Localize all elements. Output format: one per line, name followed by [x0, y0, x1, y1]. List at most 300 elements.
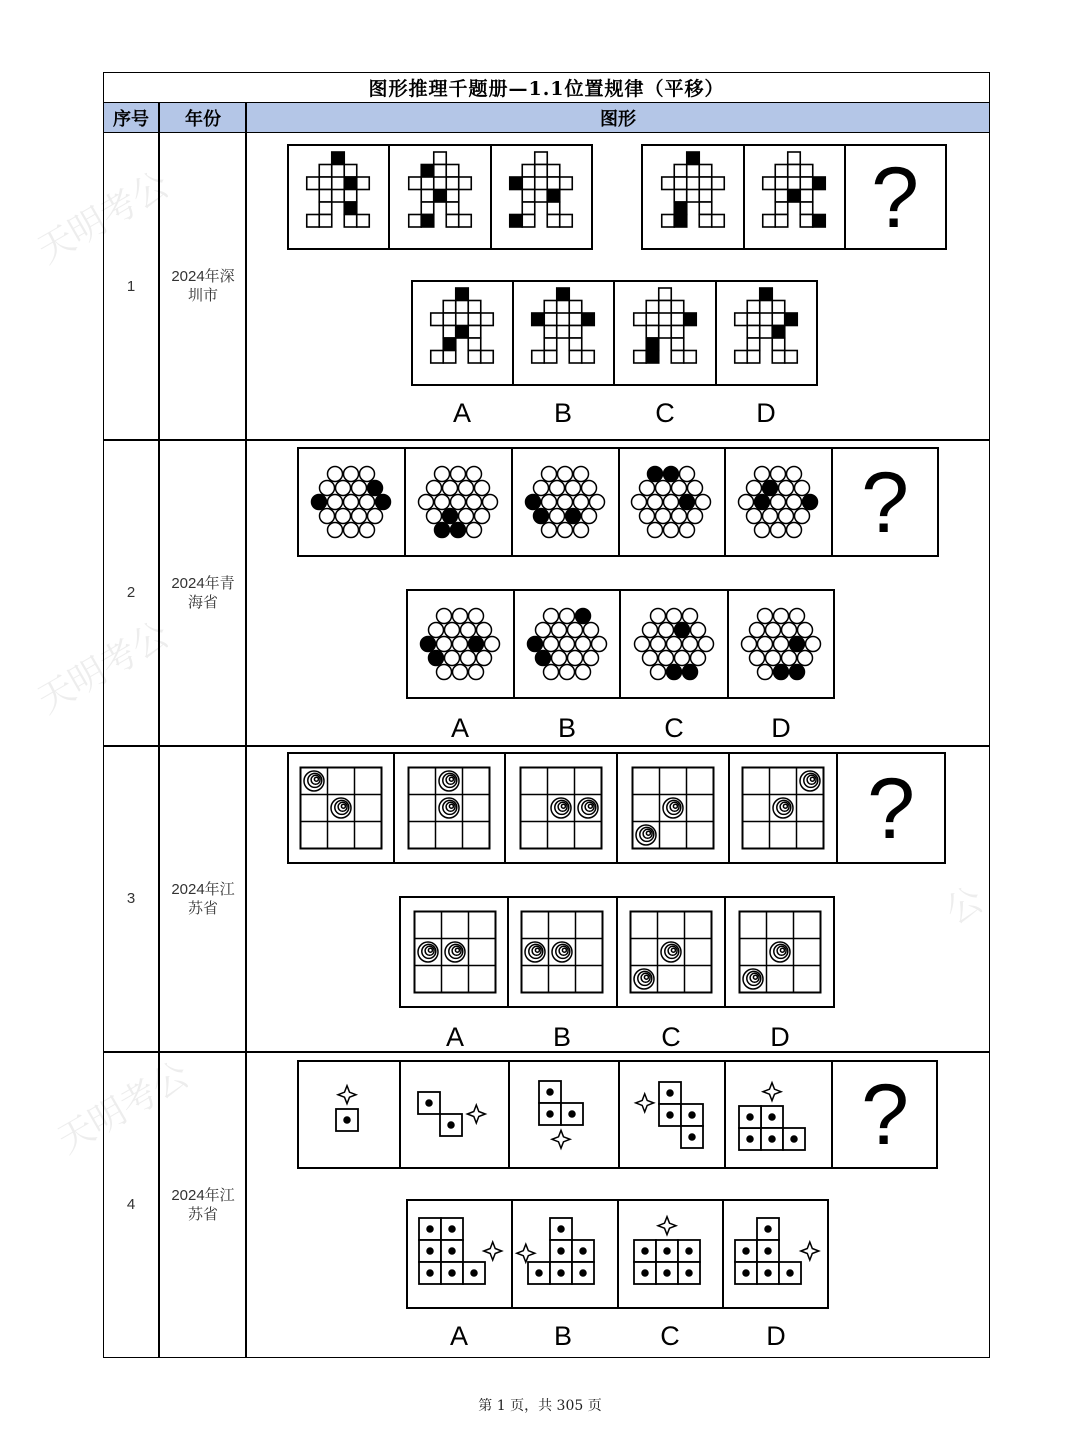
- grid-figure: [409, 768, 490, 849]
- header-figure: 图形: [600, 108, 636, 130]
- block-figure: [735, 1218, 819, 1284]
- cluster-circle: [475, 481, 490, 496]
- cluster-circle: [560, 609, 575, 624]
- cluster-circle: [691, 623, 706, 638]
- cluster-circle: [328, 523, 343, 538]
- cluster-circle: [467, 495, 482, 510]
- cluster-circle: [643, 623, 658, 638]
- figure-square: [687, 152, 700, 165]
- spiral-ring: [783, 804, 787, 808]
- cluster-circle: [795, 509, 810, 524]
- grid-figure: [301, 768, 382, 849]
- cluster-circle: [550, 481, 565, 496]
- cluster-circle: [461, 651, 476, 666]
- cluster-circle: [443, 481, 458, 496]
- star-icon: [552, 1130, 570, 1148]
- figure-square: [357, 215, 370, 228]
- cluster-circle: [739, 495, 754, 510]
- figure-square: [434, 152, 447, 165]
- cluster-circle: [779, 481, 794, 496]
- square-dot: [663, 1247, 670, 1254]
- cluster-circle: [485, 637, 500, 652]
- figure-square: [357, 177, 370, 190]
- figure-square: [481, 313, 494, 326]
- circle-cluster: [632, 467, 711, 538]
- figure-square: [760, 288, 773, 301]
- figure-square: [547, 190, 560, 203]
- cluster-circle: [755, 523, 770, 538]
- square-dot: [768, 1113, 775, 1120]
- cluster-circle: [566, 509, 581, 524]
- cluster-circle: [680, 467, 695, 482]
- figure-square: [684, 313, 697, 326]
- cluster-circle: [453, 665, 468, 680]
- cluster-circle: [755, 495, 770, 510]
- grid-figure: [521, 768, 602, 849]
- cluster-circle: [782, 623, 797, 638]
- figure-square: [468, 351, 481, 364]
- figure-square: [646, 326, 659, 339]
- star-icon: [517, 1244, 535, 1262]
- figure-square: [544, 313, 557, 326]
- cluster-circle: [747, 481, 762, 496]
- spiral-icon: [439, 798, 459, 818]
- question-mark: ?: [867, 761, 915, 857]
- cluster-circle: [758, 609, 773, 624]
- figure-square: [443, 326, 456, 339]
- spiral-icon: [552, 942, 572, 962]
- cluster-circle: [437, 609, 452, 624]
- spiral-ring: [673, 804, 677, 808]
- figure-square: [560, 177, 573, 190]
- figure-square: [557, 326, 570, 339]
- figure-square: [421, 202, 434, 215]
- cluster-circle: [552, 623, 567, 638]
- square-dot: [768, 1135, 775, 1142]
- figure-square: [760, 326, 773, 339]
- header-year: 年份: [185, 108, 221, 130]
- spiral-icon: [578, 798, 598, 818]
- figure-square: [785, 313, 798, 326]
- figure-square: [671, 338, 684, 351]
- square-dot: [535, 1269, 542, 1276]
- figure-square: [456, 326, 469, 339]
- question-mark: ?: [861, 455, 909, 551]
- circle-cluster: [526, 467, 605, 538]
- cluster-circle: [445, 623, 460, 638]
- cluster-circle: [747, 509, 762, 524]
- figure-square: [569, 326, 582, 339]
- figure-square: [659, 288, 672, 301]
- figure-square: [775, 215, 788, 228]
- figure-square: [747, 301, 760, 314]
- grid-figure: [631, 912, 712, 993]
- cluster-circle: [536, 623, 551, 638]
- cluster-circle: [429, 623, 444, 638]
- cluster-circle: [672, 509, 687, 524]
- cluster-circle: [651, 609, 666, 624]
- cluster-circle: [648, 523, 663, 538]
- cluster-circle: [750, 651, 765, 666]
- figure-square: [443, 351, 456, 364]
- spiral-icon: [743, 969, 763, 989]
- circle-cluster: [419, 467, 498, 538]
- figure-square: [772, 351, 785, 364]
- figure-square: [535, 190, 548, 203]
- star-icon: [484, 1242, 502, 1260]
- square-dot: [746, 1135, 753, 1142]
- cluster-circle: [568, 651, 583, 666]
- spiral-icon: [800, 771, 820, 791]
- figure-square: [307, 215, 320, 228]
- cluster-circle: [483, 495, 498, 510]
- cluster-circle: [534, 509, 549, 524]
- cluster-circle: [368, 509, 383, 524]
- option-label-c: C: [660, 1321, 680, 1351]
- cluster-circle: [552, 651, 567, 666]
- figure-square: [409, 215, 422, 228]
- figure-square: [481, 351, 494, 364]
- cluster-circle: [691, 651, 706, 666]
- figure-square: [582, 351, 595, 364]
- figure-square: [763, 215, 776, 228]
- figure-square: [319, 190, 332, 203]
- figure-square: [569, 301, 582, 314]
- square-dot: [764, 1225, 771, 1232]
- spiral-ring: [449, 804, 453, 808]
- cluster-circle: [632, 495, 647, 510]
- figure-square: [634, 313, 647, 326]
- square-dot: [426, 1247, 433, 1254]
- row-4-year: 2024年江苏省: [171, 1186, 235, 1223]
- cluster-circle: [582, 481, 597, 496]
- cluster-circle: [542, 495, 557, 510]
- figure-square: [319, 177, 332, 190]
- figure-square: [788, 165, 801, 178]
- grid-border: [743, 768, 824, 849]
- figure-square: [747, 338, 760, 351]
- cluster-circle: [680, 495, 695, 510]
- figure-square: [800, 165, 813, 178]
- cluster-circle: [574, 467, 589, 482]
- figure-square: [446, 190, 459, 203]
- cluster-circle: [672, 481, 687, 496]
- cluster-circle: [763, 509, 778, 524]
- header-num: 序号: [113, 108, 149, 130]
- cluster-circle: [651, 637, 666, 652]
- cluster-circle: [536, 651, 551, 666]
- cluster-circle: [758, 637, 773, 652]
- figure-square: [775, 190, 788, 203]
- figure-square: [522, 165, 535, 178]
- square-dot: [426, 1269, 433, 1276]
- square-dot: [764, 1269, 771, 1276]
- cluster-circle: [477, 623, 492, 638]
- spiral-icon: [770, 942, 790, 962]
- figure-square: [510, 215, 523, 228]
- spiral-ring: [588, 804, 592, 808]
- cluster-circle: [779, 509, 794, 524]
- figure-square: [344, 202, 357, 215]
- cluster-circle: [542, 467, 557, 482]
- circle-cluster: [739, 467, 818, 538]
- cluster-circle: [534, 481, 549, 496]
- cluster-circle: [328, 467, 343, 482]
- cluster-circle: [758, 665, 773, 680]
- figure-square: [788, 152, 801, 165]
- figure-square: [763, 177, 776, 190]
- figure-square: [319, 202, 332, 215]
- square-dot: [579, 1247, 586, 1254]
- figure-square: [712, 177, 725, 190]
- figure-square: [735, 313, 748, 326]
- block-figure: [517, 1218, 594, 1284]
- square-dot: [790, 1135, 797, 1142]
- figure-square: [687, 165, 700, 178]
- grid-border: [301, 768, 382, 849]
- figure-square: [569, 351, 582, 364]
- cluster-circle: [451, 495, 466, 510]
- square-dot: [579, 1269, 586, 1276]
- cluster-circle: [656, 509, 671, 524]
- figure-square: [510, 177, 523, 190]
- figure-square: [646, 351, 659, 364]
- cluster-circle: [576, 609, 591, 624]
- circle-cluster: [528, 609, 607, 680]
- cluster-circle: [360, 467, 375, 482]
- figure-square: [557, 288, 570, 301]
- figure-square: [788, 190, 801, 203]
- figure-square: [421, 190, 434, 203]
- figure-square: [319, 215, 332, 228]
- square-dot: [786, 1269, 793, 1276]
- cluster-circle: [635, 637, 650, 652]
- figure-square: [421, 177, 434, 190]
- figure-square: [332, 152, 345, 165]
- figure-square: [468, 326, 481, 339]
- spiral-icon: [418, 942, 438, 962]
- question-mark: ?: [861, 1067, 909, 1163]
- cluster-circle: [312, 495, 327, 510]
- figure-square: [409, 177, 422, 190]
- figure-square: [443, 338, 456, 351]
- spiral-icon: [445, 942, 465, 962]
- cluster-circle: [667, 637, 682, 652]
- cluster-circle: [459, 481, 474, 496]
- square-dot: [425, 1099, 432, 1106]
- square-dot: [746, 1113, 753, 1120]
- spiral-icon: [773, 798, 793, 818]
- cluster-circle: [659, 651, 674, 666]
- figure-square: [332, 190, 345, 203]
- cluster-circle: [680, 523, 695, 538]
- cluster-circle: [475, 509, 490, 524]
- figure-square: [459, 177, 472, 190]
- cluster-circle: [435, 467, 450, 482]
- figure-square: [535, 152, 548, 165]
- cluster-circle: [659, 623, 674, 638]
- square-dot: [764, 1247, 771, 1254]
- cluster-circle: [477, 651, 492, 666]
- block-figure: [636, 1082, 703, 1148]
- cluster-circle: [544, 637, 559, 652]
- square-dot: [448, 1247, 455, 1254]
- figure-square: [747, 326, 760, 339]
- star-icon: [338, 1086, 356, 1104]
- option-label-c: C: [664, 713, 684, 743]
- cluster-circle: [344, 495, 359, 510]
- block-figure: [418, 1092, 485, 1136]
- figure-square: [560, 215, 573, 228]
- watermark: 天明考公: [30, 164, 177, 272]
- figure-square: [674, 215, 687, 228]
- cluster-circle: [656, 481, 671, 496]
- cluster-circle: [560, 637, 575, 652]
- figure-square: [468, 338, 481, 351]
- cluster-circle: [774, 609, 789, 624]
- option-label-d: D: [771, 713, 791, 743]
- figure-square: [319, 165, 332, 178]
- circle-cluster: [742, 609, 821, 680]
- figure-square: [646, 313, 659, 326]
- star-icon: [801, 1242, 819, 1260]
- cluster-circle: [469, 665, 484, 680]
- spiral-ring: [341, 804, 345, 808]
- cluster-circle: [560, 665, 575, 680]
- cluster-circle: [648, 467, 663, 482]
- figure-square: [344, 190, 357, 203]
- figure-square: [532, 313, 545, 326]
- figure-square: [646, 301, 659, 314]
- figure-square: [421, 165, 434, 178]
- person-figure: [735, 288, 798, 363]
- figure-square: [659, 301, 672, 314]
- option-label-a: A: [452, 398, 472, 428]
- figure-square: [760, 301, 773, 314]
- figure-square: [634, 351, 647, 364]
- cluster-circle: [648, 495, 663, 510]
- block-figure: [539, 1081, 583, 1148]
- figure-square: [443, 301, 456, 314]
- person-figure: [662, 152, 725, 227]
- cluster-circle: [451, 523, 466, 538]
- figure-frame: [298, 1061, 937, 1168]
- spiral-ring: [561, 804, 565, 808]
- figure-square: [671, 326, 684, 339]
- cluster-circle: [576, 637, 591, 652]
- spiral-icon: [439, 771, 459, 791]
- figure-square: [434, 165, 447, 178]
- cluster-circle: [352, 481, 367, 496]
- figure-square: [674, 190, 687, 203]
- figure-square: [800, 190, 813, 203]
- spiral-ring: [314, 777, 318, 781]
- spiral-icon: [634, 969, 654, 989]
- cluster-circle: [544, 665, 559, 680]
- cluster-circle: [798, 623, 813, 638]
- square-dot: [688, 1133, 695, 1140]
- star-icon: [763, 1083, 781, 1101]
- figure-square: [522, 177, 535, 190]
- figure-square: [522, 215, 535, 228]
- square-dot: [447, 1121, 454, 1128]
- cluster-circle: [640, 481, 655, 496]
- figure-square: [712, 215, 725, 228]
- square-dot: [666, 1089, 673, 1096]
- cluster-circle: [787, 467, 802, 482]
- figure-square: [772, 326, 785, 339]
- cluster-circle: [469, 637, 484, 652]
- cluster-circle: [437, 637, 452, 652]
- square-dot: [666, 1111, 673, 1118]
- figure-square: [813, 215, 826, 228]
- cluster-circle: [683, 665, 698, 680]
- figure-square: [522, 190, 535, 203]
- square-dot: [448, 1225, 455, 1232]
- square-dot: [470, 1269, 477, 1276]
- grid-figure: [743, 768, 824, 849]
- circle-cluster: [421, 609, 500, 680]
- figure-square: [468, 301, 481, 314]
- figure-square: [800, 215, 813, 228]
- figure-square: [747, 313, 760, 326]
- figure-square: [535, 165, 548, 178]
- option-label-d: D: [766, 1321, 786, 1351]
- cluster-circle: [558, 523, 573, 538]
- cluster-circle: [558, 467, 573, 482]
- figure-square: [431, 313, 444, 326]
- spiral-ring: [780, 948, 784, 952]
- figure-square: [459, 215, 472, 228]
- figure-square: [785, 351, 798, 364]
- option-label-a: A: [449, 1321, 469, 1351]
- cluster-circle: [574, 495, 589, 510]
- spiral-ring: [562, 948, 566, 952]
- figure-square: [557, 301, 570, 314]
- cluster-circle: [320, 509, 335, 524]
- row-2-num: 2: [126, 584, 136, 601]
- option-label-a: A: [445, 1022, 465, 1052]
- cluster-circle: [766, 623, 781, 638]
- cluster-circle: [445, 651, 460, 666]
- cluster-circle: [582, 509, 597, 524]
- grid-figure: [633, 768, 714, 849]
- row-3-num: 3: [126, 890, 136, 907]
- cluster-circle: [798, 651, 813, 666]
- spiral-ring: [644, 975, 648, 979]
- option-label-a: A: [450, 713, 470, 743]
- spiral-ring: [810, 777, 814, 781]
- question-mark: ?: [871, 150, 919, 246]
- figure-square: [699, 177, 712, 190]
- spiral-icon: [331, 798, 351, 818]
- figure-square: [772, 313, 785, 326]
- cluster-circle: [774, 665, 789, 680]
- grid-border: [415, 912, 496, 993]
- person-figure: [763, 152, 826, 227]
- person-figure: [532, 288, 595, 363]
- figure-square: [687, 190, 700, 203]
- cluster-circle: [782, 651, 797, 666]
- square-dot: [742, 1247, 749, 1254]
- figure-square: [307, 177, 320, 190]
- cluster-circle: [590, 495, 605, 510]
- spiral-icon: [636, 825, 656, 845]
- spiral-ring: [753, 975, 757, 979]
- figure-square: [431, 351, 444, 364]
- cluster-circle: [453, 637, 468, 652]
- figure-square: [813, 177, 826, 190]
